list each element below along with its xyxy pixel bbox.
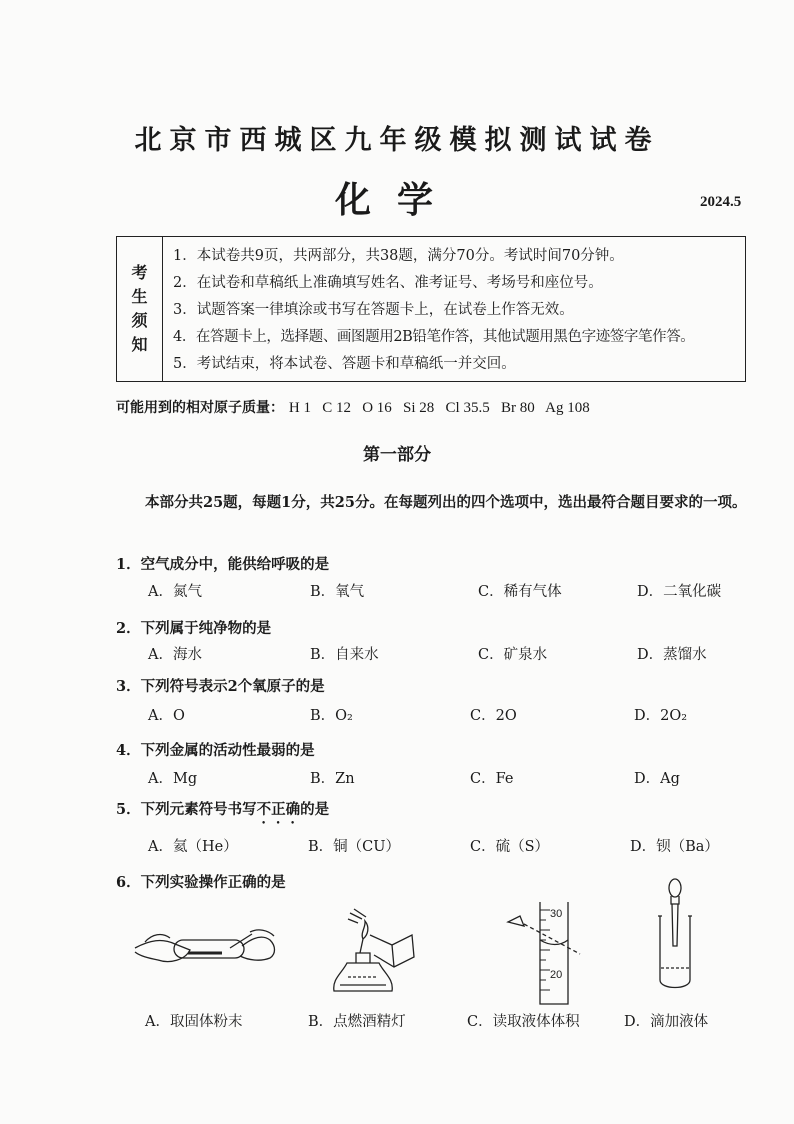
option-d: D．二氧化碳 <box>637 584 722 600</box>
notice-box <box>116 236 746 382</box>
notice-item: 5．考试结束，将本试卷、答题卡和草稿纸一并交回。 <box>173 356 516 372</box>
option-a: A．海水 <box>148 647 202 663</box>
question-stem: 3．下列符号表示2个氧原子的是 <box>116 678 325 695</box>
notice-item: 2．在试卷和草稿纸上准确填写姓名、准考证号、考场号和座位号。 <box>173 275 603 291</box>
option-a: A．O <box>148 708 185 724</box>
cylinder-reading-illustration <box>500 900 590 1008</box>
powder-taking-illustration <box>130 920 280 980</box>
option-b: B．铜（CU） <box>308 839 400 855</box>
option-d: D．2O₂ <box>634 708 688 724</box>
option-c: C．稀有气体 <box>478 584 562 600</box>
notice-label <box>117 237 163 381</box>
question-stem <box>116 798 329 827</box>
option-a: A．氮气 <box>148 584 202 600</box>
option-c: C．Fe <box>470 771 514 787</box>
question-stem: 6．下列实验操作正确的是 <box>116 874 286 891</box>
notice-item: 3．试题答案一律填涂或书写在答题卡上，在试卷上作答无效。 <box>173 302 574 318</box>
atomic-mass-label: 可能用到的相对原子质量： <box>116 400 284 416</box>
question-stem: 1．空气成分中，能供给呼吸的是 <box>116 556 330 573</box>
option-d: D．滴加液体 <box>624 1014 709 1030</box>
notice-label-char: 须 <box>131 311 148 330</box>
dropper-illustration <box>650 876 700 994</box>
option-d: D．钡（Ba） <box>630 839 719 855</box>
part-heading: 第一部分 <box>363 445 431 465</box>
option-c: C．硫（S） <box>470 839 550 855</box>
question-stem: 4．下列金属的活动性最弱的是 <box>116 742 315 759</box>
notice-items <box>173 243 743 378</box>
option-c: C．矿泉水 <box>478 647 548 663</box>
option-c: C．读取液体体积 <box>467 1014 580 1030</box>
cylinder-scale-label: 30 <box>550 908 563 920</box>
notice-item: 1．本试卷共9页，共两部分，共38题，满分70分。考试时间70分钟。 <box>173 248 624 264</box>
cylinder-scale-label: 20 <box>550 969 563 981</box>
option-d: D．蒸馏水 <box>637 647 707 663</box>
notice-label-char: 考 <box>131 263 148 282</box>
emphasis-text: 不正确 <box>256 801 301 818</box>
option-a: A．取固体粉末 <box>145 1014 243 1030</box>
option-b: B．Zn <box>310 771 355 787</box>
atomic-mass-values: H 1 C 12 O 16 Si 28 Cl 35.5 Br 80 Ag 108 <box>288 400 590 416</box>
notice-label-char: 知 <box>131 335 148 354</box>
option-d: D．Ag <box>634 771 680 787</box>
option-a: A．氦（He） <box>148 839 238 855</box>
option-b: B．自来水 <box>310 647 379 663</box>
exam-title: 北京市西城区九年级模拟测试试卷 <box>134 125 660 156</box>
lamp-lighting-illustration <box>322 905 422 1003</box>
atomic-mass-line <box>116 397 590 417</box>
notice-item: 4．在答题卡上，选择题、画图题用2B铅笔作答，其他试题用黑色字迹签字笔作答。 <box>173 329 695 345</box>
question-stem: 2．下列属于纯净物的是 <box>116 620 272 637</box>
notice-label-char: 生 <box>131 287 148 306</box>
subject-title: 化学 <box>334 179 459 221</box>
part-intro: 本部分共25题，每题1分，共25分。在每题列出的四个选项中，选出最符合题目要求的一项。 <box>145 494 747 511</box>
option-b: B．氧气 <box>310 584 365 600</box>
question-stem-part: 5．下列元素符号书写 <box>116 801 257 818</box>
option-c: C．2O <box>470 708 517 724</box>
question-stem-part: 的是 <box>300 801 330 818</box>
option-a: A．Mg <box>148 771 198 787</box>
option-b: B．点燃酒精灯 <box>308 1014 406 1030</box>
option-b: B．O₂ <box>310 708 353 724</box>
exam-date: 2024.5 <box>700 194 742 210</box>
